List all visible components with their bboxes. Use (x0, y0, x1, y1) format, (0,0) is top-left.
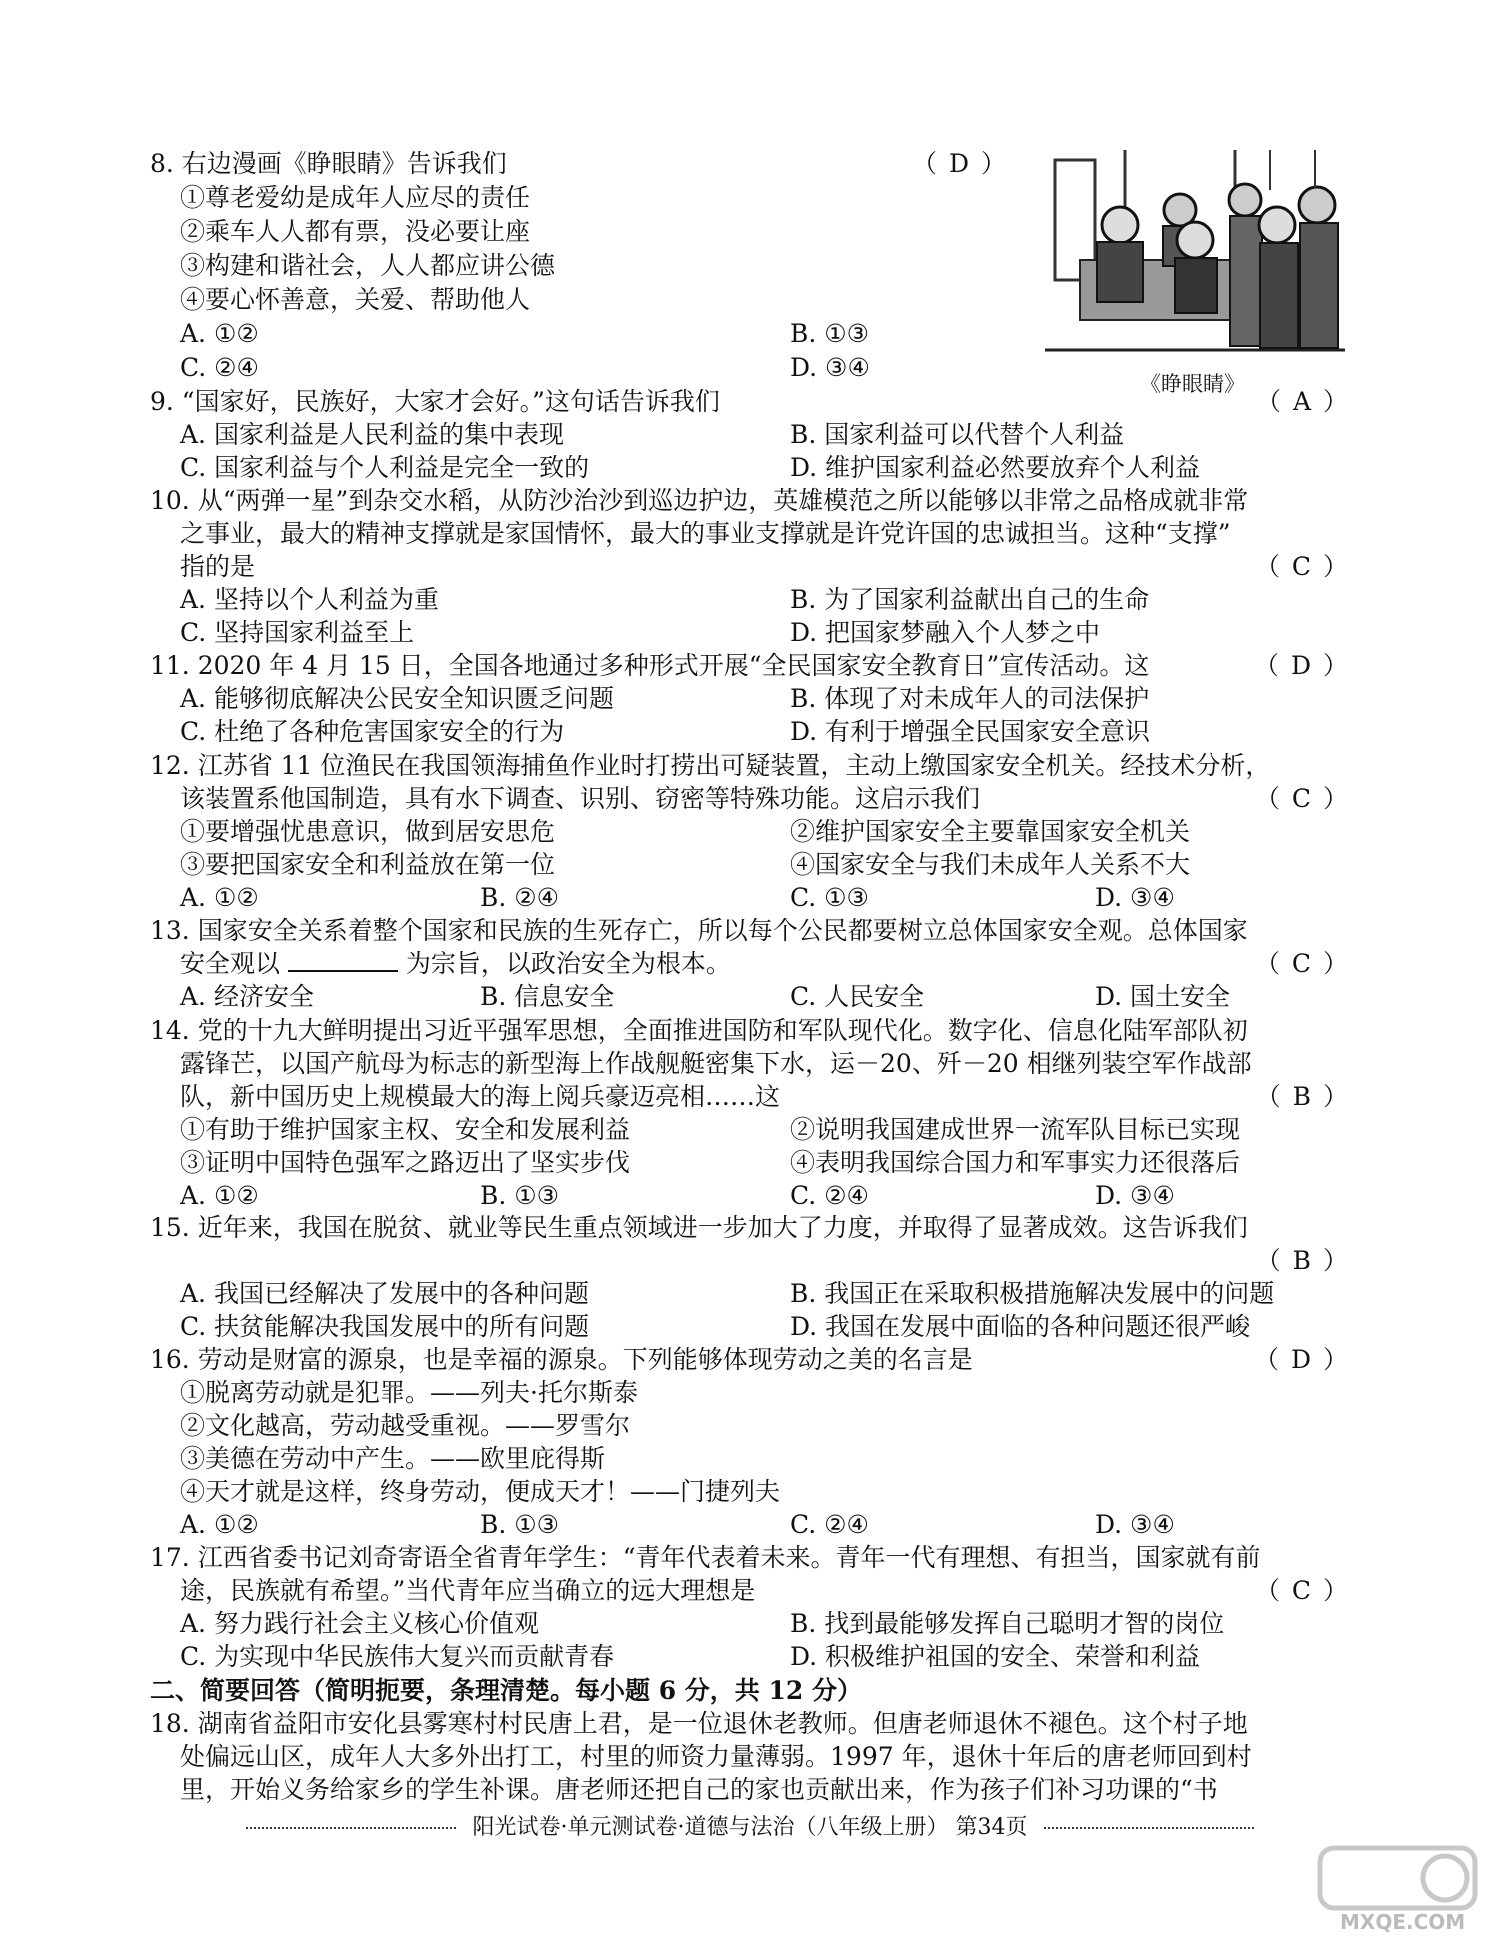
q13-option-b: B. 信息安全 (480, 982, 615, 1011)
q14-item-1: ①有助于维护国家主权、安全和发展利益 (180, 1115, 631, 1144)
q13-stem-line-1: 13. 国家安全关系着整个国家和民族的生死存亡，所以每个公民都要树立总体国家安全观。总体国家 (150, 916, 1248, 945)
q12-option-a: A. ①② (180, 883, 259, 912)
q12-option-b: B. ②④ (480, 883, 560, 912)
q13-answer-blank (288, 948, 398, 972)
q14-option-d: D. ③④ (1095, 1181, 1175, 1210)
q10-option-a: A. 坚持以个人利益为重 (180, 585, 439, 614)
footer-text: 阳光试卷·单元测试卷·道德与法治（八年级上册） 第34页 (472, 1815, 1028, 1840)
q10-option-d: D. 把国家梦融入个人梦之中 (790, 618, 1101, 647)
q12-option-c: C. ①③ (790, 883, 869, 912)
q17-option-b: B. 找到最能够发挥自己聪明才智的岗位 (790, 1609, 1225, 1638)
q11-option-b: B. 体现了对未成年人的司法保护 (790, 684, 1150, 713)
q16-option-d: D. ③④ (1095, 1510, 1175, 1539)
q14-option-b: B. ①③ (480, 1181, 560, 1210)
q12-item-2: ②维护国家安全主要靠国家安全机关 (790, 817, 1191, 846)
q9-option-d: D. 维护国家利益必然要放弃个人利益 (790, 453, 1201, 482)
q13-option-d: D. 国土安全 (1095, 982, 1231, 1011)
page-footer (150, 1810, 1350, 1841)
q8-answer: （ D ） (912, 149, 1008, 178)
q16-item-2: ②文化越高，劳动越受重视。——罗雪尔 (180, 1411, 631, 1440)
q9-stem: 9. “国家好，民族好，大家才会好。”这句话告诉我们 (150, 387, 720, 416)
q15-option-d: D. 我国在发展中面临的各种问题还很严峻 (790, 1312, 1251, 1341)
q15-answer: （ B ） (1255, 1246, 1350, 1275)
watermark-text: MXQE.COM (1340, 1910, 1466, 1934)
q13-answer: （ C ） (1254, 949, 1350, 978)
q10-option-b: B. 为了国家利益献出自己的生命 (790, 585, 1150, 614)
q9-option-b: B. 国家利益可以代替个人利益 (790, 420, 1125, 449)
q12-item-4: ④国家安全与我们未成年人关系不大 (790, 850, 1191, 879)
q13-stem-part-2: 为宗旨，以政治安全为根本。 (405, 949, 731, 978)
cartoon-caption: 《睁眼睛》 (1140, 372, 1245, 396)
q10-stem-line-1: 10. 从“两弹一星”到杂交水稻，从防沙治沙到巡边护边，英雄模范之所以能够以非常之品格成就非常 (150, 486, 1249, 515)
q9-answer: （ A ） (1256, 387, 1350, 416)
q15-option-b: B. 我国正在采取积极措施解决发展中的问题 (790, 1279, 1275, 1308)
section-2-heading: 二、简要回答（简明扼要，条理清楚。每小题 6 分，共 12 分） (150, 1676, 863, 1705)
q16-item-4: ④天才就是这样，终身劳动，便成天才！——门捷列夫 (180, 1477, 781, 1506)
cartoon-illustration (1045, 150, 1345, 360)
q18-stem-line-2: 处偏远山区，成年人大多外出打工，村里的师资力量薄弱。1997 年，退休十年后的唐老师回到村 (180, 1742, 1252, 1771)
q17-option-c: C. 为实现中华民族伟大复兴而贡献青春 (180, 1642, 615, 1671)
q17-option-a: A. 努力践行社会主义核心价值观 (180, 1609, 539, 1638)
q16-stem: 16. 劳动是财富的源泉，也是幸福的源泉。下列能够体现劳动之美的名言是 (150, 1345, 973, 1374)
q11-stem: 11. 2020 年 4 月 15 日，全国各地通过多种形式开展“全民国家安全教育日”宣传活动。这 (150, 651, 1150, 680)
q11-answer: （ D ） (1254, 651, 1350, 680)
q13-option-a: A. 经济安全 (180, 982, 314, 1011)
q17-answer: （ C ） (1254, 1576, 1350, 1605)
q16-option-b: B. ①③ (480, 1510, 560, 1539)
q8-stem: 8. 右边漫画《睁眼睛》告诉我们 (150, 149, 507, 178)
q8-option-c: C. ②④ (180, 353, 259, 382)
q12-answer: （ C ） (1254, 784, 1350, 813)
q15-option-a: A. 我国已经解决了发展中的各种问题 (180, 1279, 589, 1308)
q17-option-d: D. 积极维护祖国的安全、荣誉和利益 (790, 1642, 1201, 1671)
q8-option-d: D. ③④ (790, 353, 870, 382)
q14-option-c: C. ②④ (790, 1181, 869, 1210)
q12-stem-line-1: 12. 江苏省 11 位渔民在我国领海捕鱼作业时打捞出可疑装置，主动上缴国家安全机关。经技术分析， (150, 751, 1271, 780)
q16-item-3: ③美德在劳动中产生。——欧里庇得斯 (180, 1444, 606, 1473)
q10-stem-line-3: 指的是 (180, 552, 256, 581)
q13-stem-line-2 (180, 948, 731, 980)
q16-item-1: ①脱离劳动就是犯罪。——列夫·托尔斯泰 (180, 1378, 638, 1407)
q14-stem-line-3: 队，新中国历史上规模最大的海上阅兵豪迈亮相……这 (180, 1082, 781, 1111)
q16-answer: （ D ） (1254, 1345, 1350, 1374)
q15-option-c: C. 扶贫能解决我国发展中的所有问题 (180, 1312, 590, 1341)
q14-stem-line-2: 露锋芒，以国产航母为标志的新型海上作战舰艇密集下水，运－20、歼－20 相继列装空军作战部 (180, 1049, 1252, 1078)
footer-dots-left (246, 1827, 456, 1829)
q16-option-a: A. ①② (180, 1510, 259, 1539)
q10-stem-line-2: 之事业，最大的精神支撑就是家国情怀，最大的事业支撑就是许党许国的忠诚担当。这种“支撑” (180, 519, 1231, 548)
q17-stem-line-1: 17. 江西省委书记刘奇寄语全省青年学生：“青年代表着未来。青年一代有理想、有担当，国家就有前 (150, 1543, 1261, 1572)
q12-item-3: ③要把国家安全和利益放在第一位 (180, 850, 556, 879)
q13-option-c: C. 人民安全 (790, 982, 925, 1011)
q18-stem-line-3: 里，开始义务给家乡的学生补课。唐老师还把自己的家也贡献出来，作为孩子们补习功课的“书 (180, 1775, 1218, 1804)
q8-item-2: ②乘车人人都有票，没必要让座 (180, 217, 531, 246)
q9-option-a: A. 国家利益是人民利益的集中表现 (180, 420, 564, 449)
q12-option-d: D. ③④ (1095, 883, 1175, 912)
q8-item-3: ③构建和谐社会，人人都应讲公德 (180, 251, 556, 280)
q18-stem-line-1: 18. 湖南省益阳市安化县雾寒村村民唐上君，是一位退休老教师。但唐老师退休不褪色。这个村子地 (150, 1709, 1248, 1738)
q14-answer: （ B ） (1255, 1082, 1350, 1111)
q11-option-a: A. 能够彻底解决公民安全知识匮乏问题 (180, 684, 614, 713)
q10-answer: （ C ） (1254, 552, 1350, 581)
q8-option-a: A. ①② (180, 319, 259, 348)
q14-option-a: A. ①② (180, 1181, 259, 1210)
q12-item-1: ①要增强忧患意识，做到居安思危 (180, 817, 556, 846)
q8-item-4: ④要心怀善意，关爱、帮助他人 (180, 285, 531, 314)
q14-item-4: ④表明我国综合国力和军事实力还很落后 (790, 1148, 1241, 1177)
q17-stem-line-2: 途，民族就有希望。”当代青年应当确立的远大理想是 (180, 1576, 756, 1605)
q13-stem-part-1: 安全观以 (180, 949, 281, 978)
q11-option-d: D. 有利于增强全民国家安全意识 (790, 717, 1151, 746)
q16-option-c: C. ②④ (790, 1510, 869, 1539)
q14-item-3: ③证明中国特色强军之路迈出了坚实步伐 (180, 1148, 631, 1177)
footer-dots-right (1044, 1827, 1254, 1829)
q14-item-2: ②说明我国建成世界一流军队目标已实现 (790, 1115, 1241, 1144)
q15-stem: 15. 近年来，我国在脱贫、就业等民生重点领域进一步加大了力度，并取得了显著成效。这告诉我们 (150, 1213, 1248, 1242)
q8-option-b: B. ①③ (790, 319, 870, 348)
q8-item-1: ①尊老爱幼是成年人应尽的责任 (180, 183, 531, 212)
q9-option-c: C. 国家利益与个人利益是完全一致的 (180, 453, 590, 482)
q11-option-c: C. 杜绝了各种危害国家安全的行为 (180, 717, 565, 746)
q14-stem-line-1: 14. 党的十九大鲜明提出习近平强军思想，全面推进国防和军队现代化。数字化、信息化陆军部队初 (150, 1016, 1248, 1045)
q12-stem-line-2: 该装置系他国制造，具有水下调查、识别、窃密等特殊功能。这启示我们 (180, 784, 981, 813)
q10-option-c: C. 坚持国家利益至上 (180, 618, 415, 647)
